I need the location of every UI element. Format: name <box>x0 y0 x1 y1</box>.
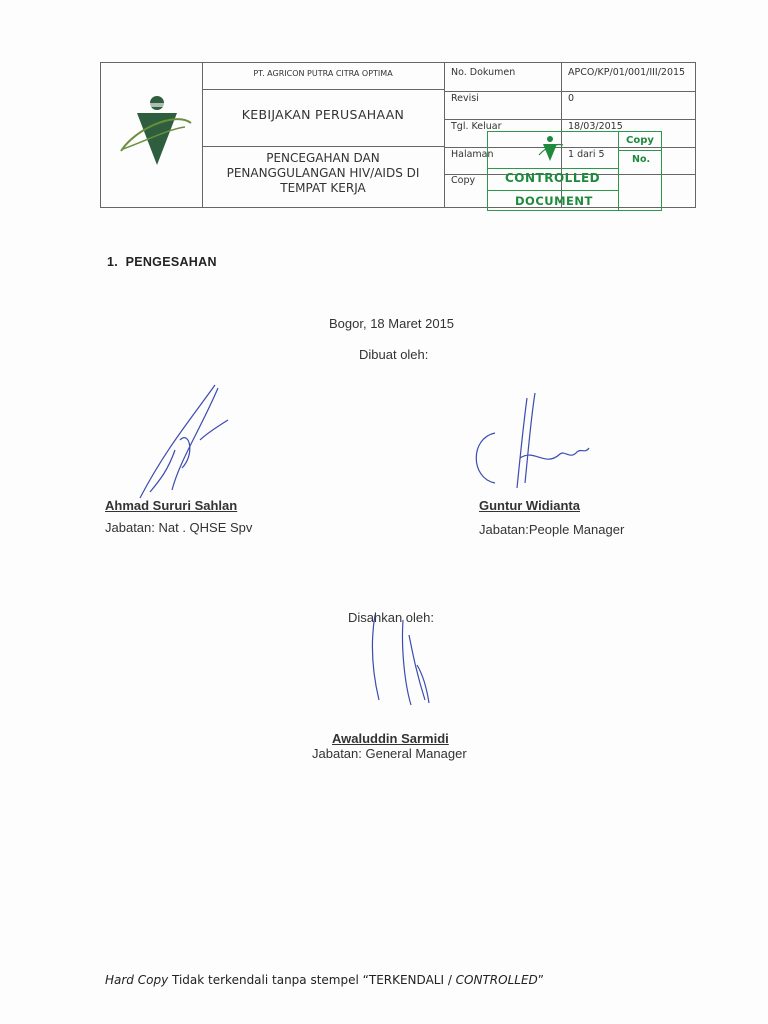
field-label-revision: Revisi <box>451 93 479 104</box>
header-divider <box>444 119 695 120</box>
company-logo <box>115 89 193 169</box>
header-divider <box>444 63 445 207</box>
footer-note <box>105 973 544 987</box>
signatory-position-ahmad: Jabatan: Nat . QHSE Spv <box>105 520 253 535</box>
header-divider <box>444 91 695 92</box>
field-value-issue-date: 18/03/2015 <box>568 121 623 132</box>
place-and-date: Bogor, 18 Maret 2015 <box>329 316 455 331</box>
field-value-page: 1 dari 5 <box>568 149 605 160</box>
document-title-line: PENANGGULANGAN HIV/AIDS DI <box>226 166 420 180</box>
footer-quote: ” <box>537 973 544 987</box>
header-divider <box>202 146 444 147</box>
signatory-position-awaluddin: Jabatan: General Manager <box>312 746 467 761</box>
document-title-line: PENCEGAHAN DAN <box>266 151 380 165</box>
footer-controlled: CONTROLLED <box>455 973 538 987</box>
signature-ahmad <box>120 380 240 505</box>
signatory-position-guntur: Jabatan:People Manager <box>479 522 625 537</box>
stamp-text-document: DOCUMENT <box>515 194 593 208</box>
field-label-issue-date: Tgl. Keluar <box>451 121 502 132</box>
policy-label: KEBIJAKAN PERUSAHAAN <box>241 107 405 122</box>
document-title-line: TEMPAT KERJA <box>280 181 366 195</box>
approved-by-label: Disahkan oleh: <box>348 610 434 625</box>
company-name: PT. AGRICON PUTRA CITRA OPTIMA <box>253 69 393 78</box>
signature-awaluddin <box>365 605 445 715</box>
footer-text: Tidak terkendali tanpa stempel “TERKENDALI / <box>168 973 456 987</box>
document-title <box>203 151 443 196</box>
stamp-logo-icon <box>538 135 564 163</box>
stamp-no-label: No. <box>632 154 651 165</box>
stamp-text-controlled: CONTROLLED <box>505 171 601 185</box>
signatory-name-guntur: Guntur Widianta <box>479 498 580 513</box>
signatory-name-ahmad: Ahmad Sururi Sahlan <box>105 498 238 513</box>
field-value-revision: 0 <box>568 93 575 104</box>
stamp-copy-label: Copy <box>626 135 654 146</box>
field-value-document-number: APCO/KP/01/001/III/2015 <box>568 67 686 78</box>
field-label-copy: Copy <box>451 175 476 186</box>
field-label-page: Halaman <box>451 149 494 160</box>
header-divider <box>202 89 444 90</box>
controlled-document-stamp <box>487 131 662 211</box>
section-number: 1. <box>107 255 119 269</box>
section-title: PENGESAHAN <box>125 255 217 269</box>
signatory-name-awaluddin: Awaluddin Sarmidi <box>332 731 449 746</box>
footer-hard-copy: Hard Copy <box>105 973 169 987</box>
field-label-document-number: No. Dokumen <box>451 67 516 78</box>
signature-guntur <box>465 388 595 498</box>
section-heading <box>107 255 217 269</box>
made-by-label: Dibuat oleh: <box>359 347 429 362</box>
